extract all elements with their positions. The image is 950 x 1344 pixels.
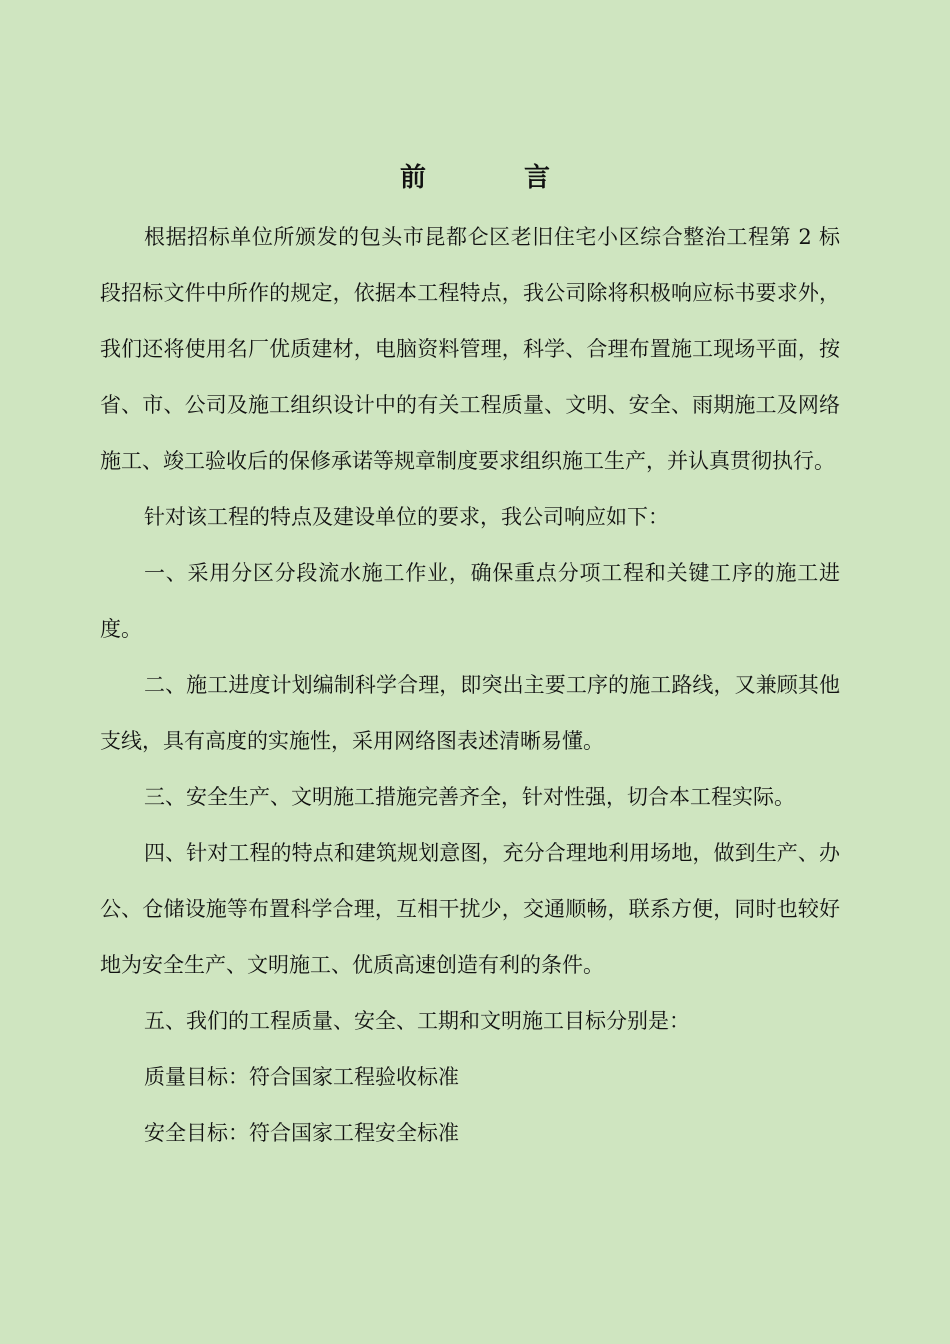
paragraph-response-lead: 针对该工程的特点及建设单位的要求，我公司响应如下： (144, 505, 669, 529)
paragraph-item-3: 三、安全生产、文明施工措施完善齐全，针对性强，切合本工程实际。 (144, 785, 795, 809)
paragraph-item-2: 二、施工进度计划编制科学合理，即突出主要工序的施工路线，又兼顾其他支线，具有高度的实施性，采用网络图表述清晰易懂。 (100, 673, 840, 753)
paragraph-intro: 根据招标单位所颁发的包头市昆都仑区老旧住宅小区综合整治工程第 2 标段招标文件中所作的规定，依据本工程特点，我公司除将积极响应标书要求外，我们还将使用名厂优质建材，电脑资料管理，科学、合理布置施工现场平面，按省、市、公司及施工组织设计中的有关工程质量、文明、安全、雨期施工及网络施工、竣工验收后的保修承诺等规章制度要求组织施工生产，并认真贯彻执行。 (100, 225, 840, 473)
safety-target: 安全目标：符合国家工程安全标准 (144, 1121, 459, 1145)
paragraph-item-1: 一、采用分区分段流水施工作业，确保重点分项工程和关键工序的施工进度。 (100, 561, 840, 641)
paragraph-item-5: 五、我们的工程质量、安全、工期和文明施工目标分别是： (144, 1009, 690, 1033)
document-body (100, 209, 840, 1161)
paragraph-item-4: 四、针对工程的特点和建筑规划意图，充分合理地利用场地，做到生产、办公、仓储设施等布置科学合理，互相干扰少，交通顺畅，联系方便，同时也较好地为安全生产、文明施工、优质高速创造有利的条件。 (100, 841, 840, 977)
page-title: 前 言 (399, 163, 586, 193)
quality-target: 质量目标：符合国家工程验收标准 (144, 1065, 459, 1089)
